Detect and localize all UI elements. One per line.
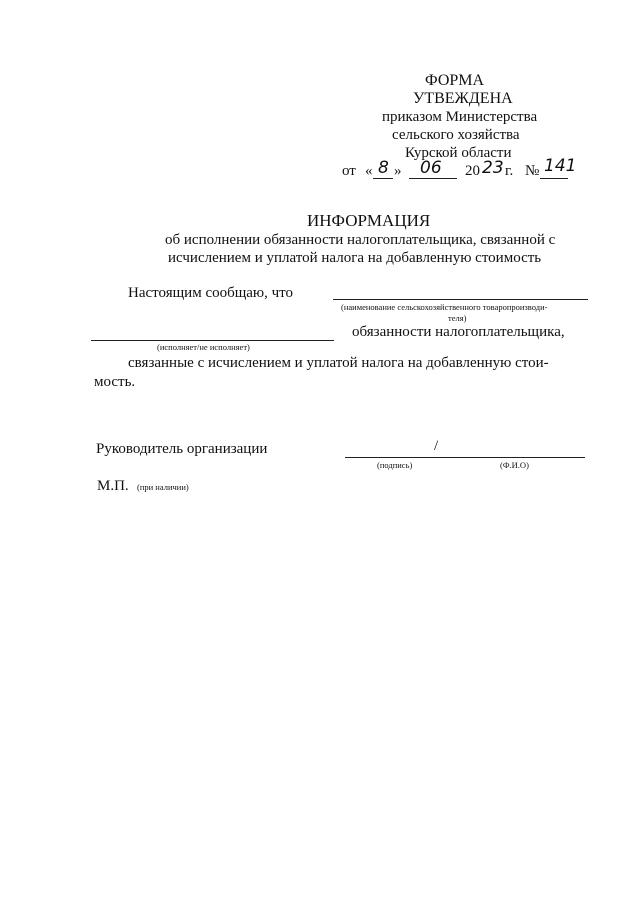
producer-name-hint-line1: (наименование сельскохозяйственного товаропроизводи- (341, 302, 548, 312)
producer-name-line (333, 299, 588, 300)
stamp-hint: (при наличии) (137, 482, 189, 492)
signature-line (345, 457, 585, 458)
number-sign: № (525, 163, 540, 179)
signature-slash: / (434, 438, 439, 454)
order-year-suffix: 23 (482, 158, 504, 178)
order-month: 06 (420, 158, 442, 178)
form-label: ФОРМА (425, 72, 485, 89)
order-year-prefix: 20 (465, 163, 480, 179)
signature-hint: (подпись) (377, 460, 413, 470)
order-day: 8 (378, 158, 389, 178)
approved-label: УТВЕЖДЕНА (413, 90, 513, 107)
year-abbr: г. (505, 163, 514, 179)
stamp-label: М.П. (97, 478, 129, 494)
body-line3: связанные с исчислением и уплатой налога на добавленную стои- (128, 355, 549, 371)
position-label: Руководитель организации (96, 441, 268, 457)
title-sub-line1: об исполнении обязанности налогоплательщика, связанной с (165, 232, 556, 248)
day-underline (373, 178, 393, 179)
title-main: ИНФОРМАЦИЯ (307, 211, 431, 230)
quote-open: « (365, 163, 373, 179)
fio-hint: (Ф.И.О) (500, 460, 529, 470)
approval-authority-line2: сельского хозяйства (392, 127, 520, 143)
lead-text: Настоящим сообщаю, что (128, 285, 294, 301)
title-sub-line2: исчислением и уплатой налога на добавленную стоимость (168, 250, 542, 266)
producer-name-hint-line2: теля) (448, 313, 467, 323)
order-number: 141 (544, 156, 577, 176)
date-prefix: от (342, 163, 356, 179)
performance-hint: (исполняет/не исполняет) (157, 342, 250, 352)
month-underline (409, 178, 457, 179)
performance-line (91, 340, 334, 341)
approval-authority-line1: приказом Министерства (382, 109, 538, 125)
quote-close: » (394, 163, 402, 179)
body-line4: мость. (94, 374, 136, 390)
obligations-text: обязанности налогоплательщика, (352, 324, 565, 340)
approval-authority-line3: Курской области (405, 145, 512, 161)
number-underline (540, 178, 568, 179)
